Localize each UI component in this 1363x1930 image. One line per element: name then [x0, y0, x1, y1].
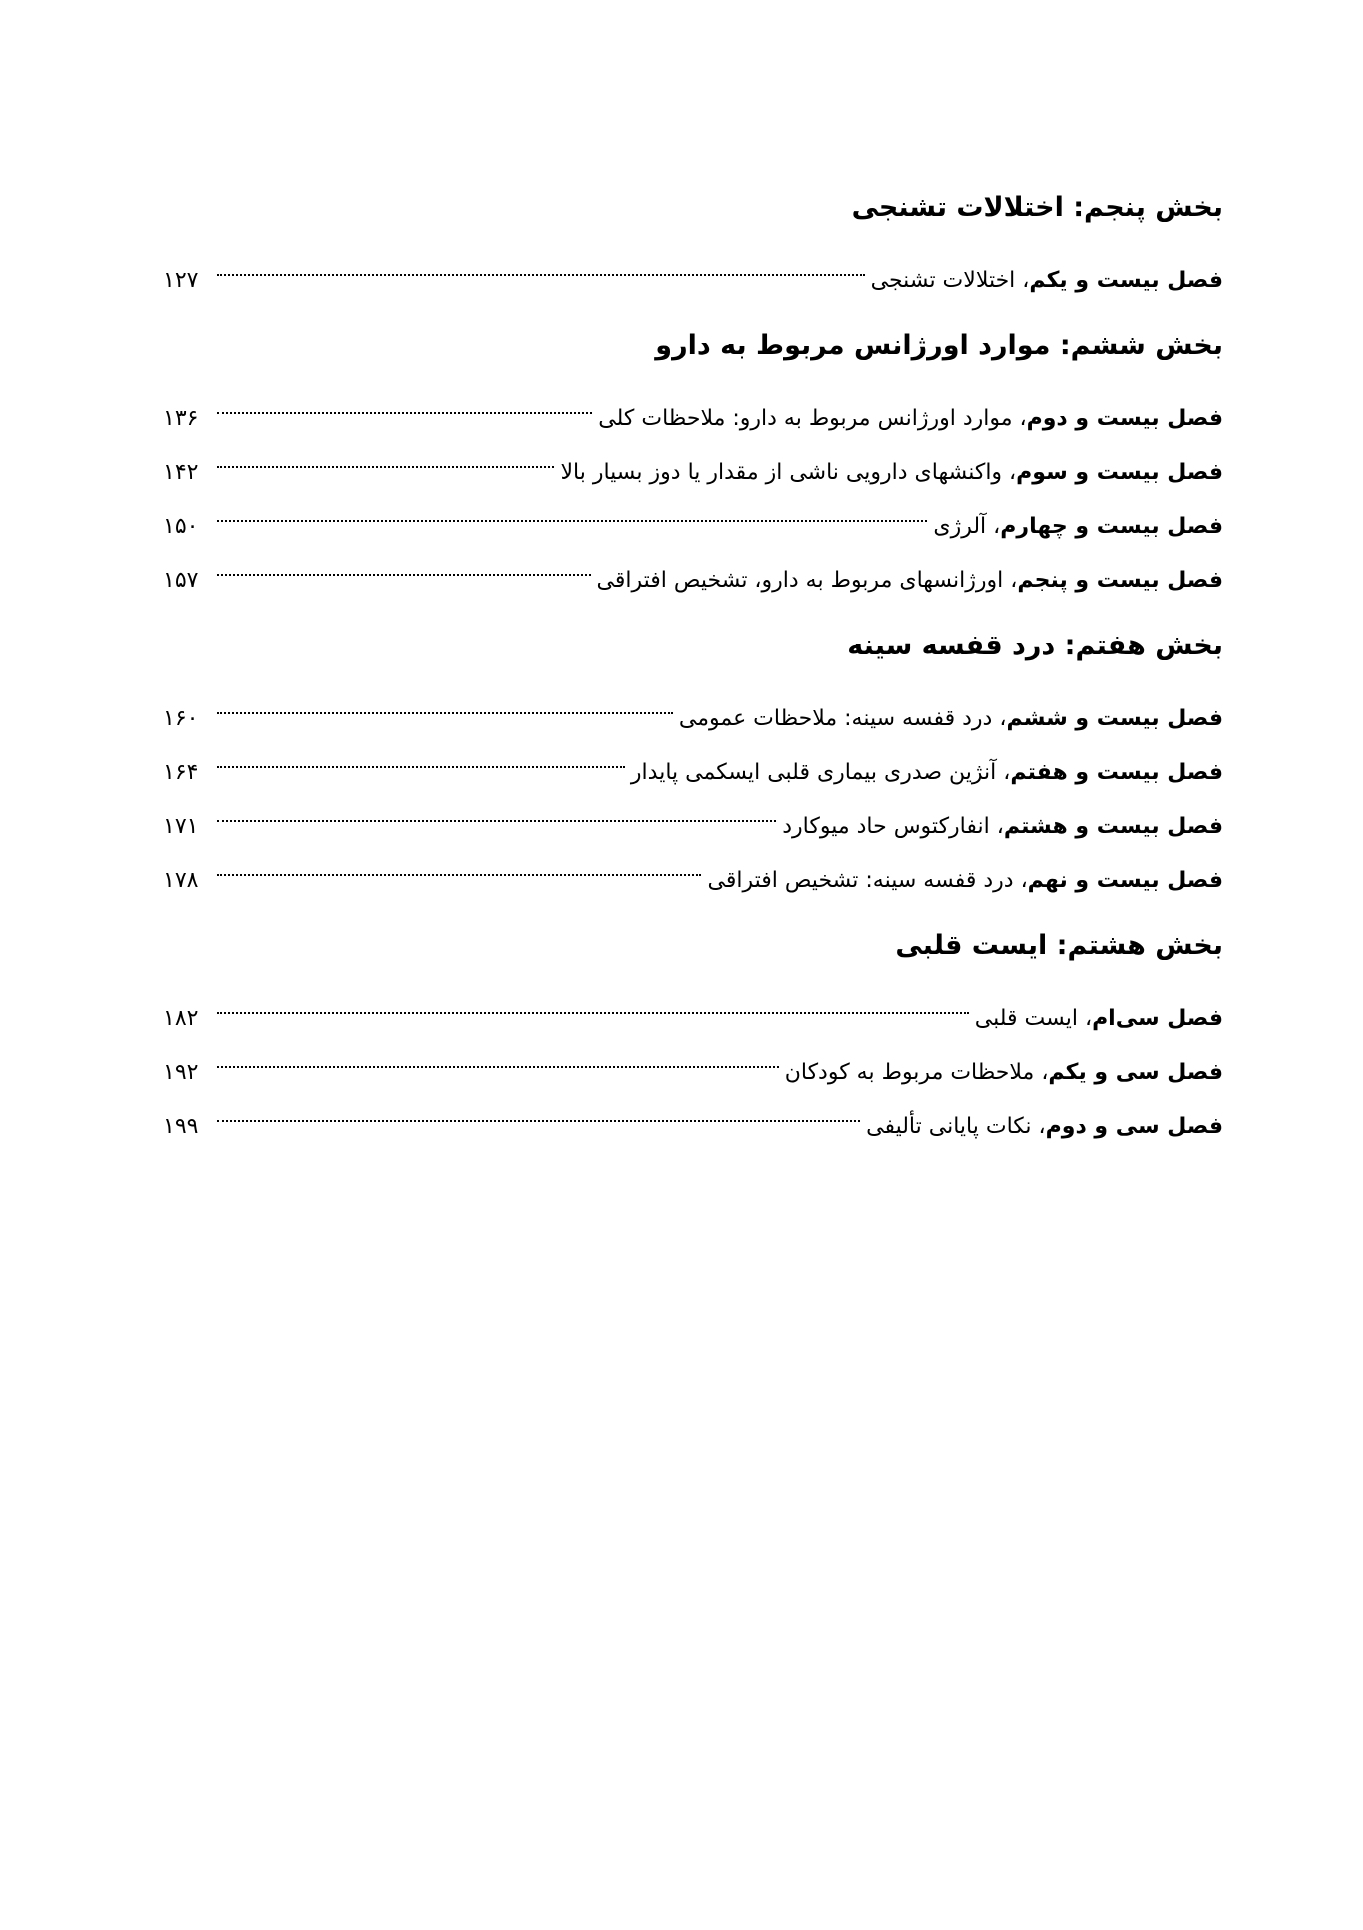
entry-title [598, 392, 1223, 446]
chapter-name: واکنشهای دارویی ناشی از مقدار یا دوز بسیار بالا [560, 460, 1003, 485]
chapter-separator: ، [1013, 868, 1028, 893]
section-heading: بخش هشتم: ایست قلبی [895, 930, 1223, 961]
chapter-label: فصل بیست و سوم [1016, 460, 1223, 485]
chapter-name: آنژین صدری بیماری قلبی ایسکمی پایدار [630, 760, 997, 785]
chapter-label: فصل بیست و پنجم [1017, 568, 1223, 593]
dot-leader [217, 766, 625, 768]
chapter-name: اختلالات تشنجی [870, 268, 1016, 293]
page-number: ۱۵۰ [163, 514, 199, 539]
dot-leader [217, 520, 927, 522]
toc-entry[interactable] [163, 554, 1223, 608]
section-entries [163, 392, 1223, 608]
chapter-label: فصل سی و یکم [1048, 1060, 1223, 1085]
toc-entry[interactable] [163, 500, 1223, 554]
chapter-separator: ، [1002, 460, 1017, 485]
entry-title [866, 1100, 1223, 1154]
toc-entry[interactable] [163, 446, 1223, 500]
dot-leader [217, 1120, 860, 1122]
page-number: ۱۶۴ [163, 760, 199, 785]
chapter-name: موارد اورژانس مربوط به دارو: ملاحظات کلی [598, 406, 1013, 431]
section-heading: بخش هفتم: درد قفسه سینه [847, 630, 1223, 661]
page-number: ۱۶۰ [163, 706, 199, 731]
toc-entry[interactable] [163, 692, 1223, 746]
entry-title [782, 800, 1223, 854]
chapter-label: فصل بیست و هشتم [1003, 814, 1223, 839]
toc-entry[interactable] [163, 800, 1223, 854]
dot-leader [217, 1066, 779, 1068]
chapter-separator: ، [989, 814, 1004, 839]
chapter-name: انفارکتوس حاد میوکارد [782, 814, 990, 839]
page-number: ۱۸۲ [163, 1006, 199, 1031]
chapter-separator: ، [1031, 1114, 1046, 1139]
entry-title [975, 992, 1223, 1046]
dot-leader [217, 466, 554, 468]
chapter-separator: ، [1077, 1006, 1093, 1031]
section-heading: بخش پنجم: اختلالات تشنجی [851, 192, 1223, 223]
chapter-name: اورژانسهای مربوط به دارو، تشخیص افتراقی [596, 568, 1004, 593]
page-number: ۱۹۲ [163, 1060, 199, 1085]
dot-leader [217, 820, 776, 822]
entry-title [597, 554, 1223, 608]
dot-leader [217, 412, 592, 414]
dot-leader [217, 712, 673, 714]
chapter-separator: ، [1003, 568, 1018, 593]
toc-entry[interactable] [163, 1100, 1223, 1154]
entry-title [560, 446, 1223, 500]
page-number: ۱۲۷ [163, 268, 199, 293]
section-entries [163, 692, 1223, 908]
chapter-separator: ، [986, 514, 1001, 539]
chapter-label: فصل سی‌ام [1092, 1006, 1223, 1031]
page-number: ۱۳۶ [163, 406, 199, 431]
section-heading: بخش ششم: موارد اورژانس مربوط به دارو [655, 330, 1223, 361]
page-number: ۱۷۸ [163, 868, 199, 893]
chapter-name: آلرژی [933, 514, 987, 539]
entry-title [785, 1046, 1223, 1100]
chapter-name: ایست قلبی [974, 1006, 1078, 1031]
chapter-name: نکات پایانی تألیفی [866, 1114, 1032, 1139]
page-number: ۱۴۲ [163, 460, 199, 485]
chapter-label: فصل بیست و یکم [1029, 268, 1223, 293]
chapter-label: فصل بیست و هفتم [1010, 760, 1223, 785]
chapter-separator: ، [1012, 406, 1027, 431]
dot-leader [217, 1012, 969, 1014]
entry-title [871, 254, 1223, 308]
chapter-name: درد قفسه سینه: ملاحظات عمومی [678, 706, 993, 731]
toc-entry[interactable] [163, 854, 1223, 908]
page-number: ۱۹۹ [163, 1114, 199, 1139]
entry-title [679, 692, 1223, 746]
chapter-name: درد قفسه سینه: تشخیص افتراقی [707, 868, 1014, 893]
chapter-separator: ، [1034, 1060, 1049, 1085]
chapter-name: ملاحظات مربوط به کودکان [784, 1060, 1035, 1085]
chapter-label: فصل بیست و نهم [1027, 868, 1223, 893]
page-number: ۱۵۷ [163, 568, 199, 593]
toc-entry[interactable] [163, 392, 1223, 446]
toc-entry[interactable] [163, 992, 1223, 1046]
page-number: ۱۷۱ [163, 814, 199, 839]
toc-entry[interactable] [163, 254, 1223, 308]
dot-leader [217, 574, 591, 576]
chapter-label: فصل بیست و چهارم [1000, 514, 1223, 539]
entry-title [631, 746, 1223, 800]
toc-section [163, 624, 1223, 908]
toc-section [163, 186, 1223, 308]
chapter-separator: ، [992, 706, 1007, 731]
entry-title [707, 854, 1223, 908]
section-entries [163, 254, 1223, 308]
chapter-label: فصل بیست و ششم [1006, 706, 1223, 731]
chapter-separator: ، [996, 760, 1011, 785]
dot-leader [217, 274, 865, 276]
chapter-label: فصل سی و دوم [1045, 1114, 1223, 1139]
section-entries [163, 992, 1223, 1154]
toc-section [163, 324, 1223, 608]
entry-title [933, 500, 1223, 554]
table-of-contents [163, 186, 1223, 1170]
toc-section [163, 924, 1223, 1154]
toc-entry[interactable] [163, 746, 1223, 800]
toc-entry[interactable] [163, 1046, 1223, 1100]
dot-leader [217, 874, 701, 876]
chapter-label: فصل بیست و دوم [1026, 406, 1223, 431]
chapter-separator: ، [1015, 268, 1030, 293]
